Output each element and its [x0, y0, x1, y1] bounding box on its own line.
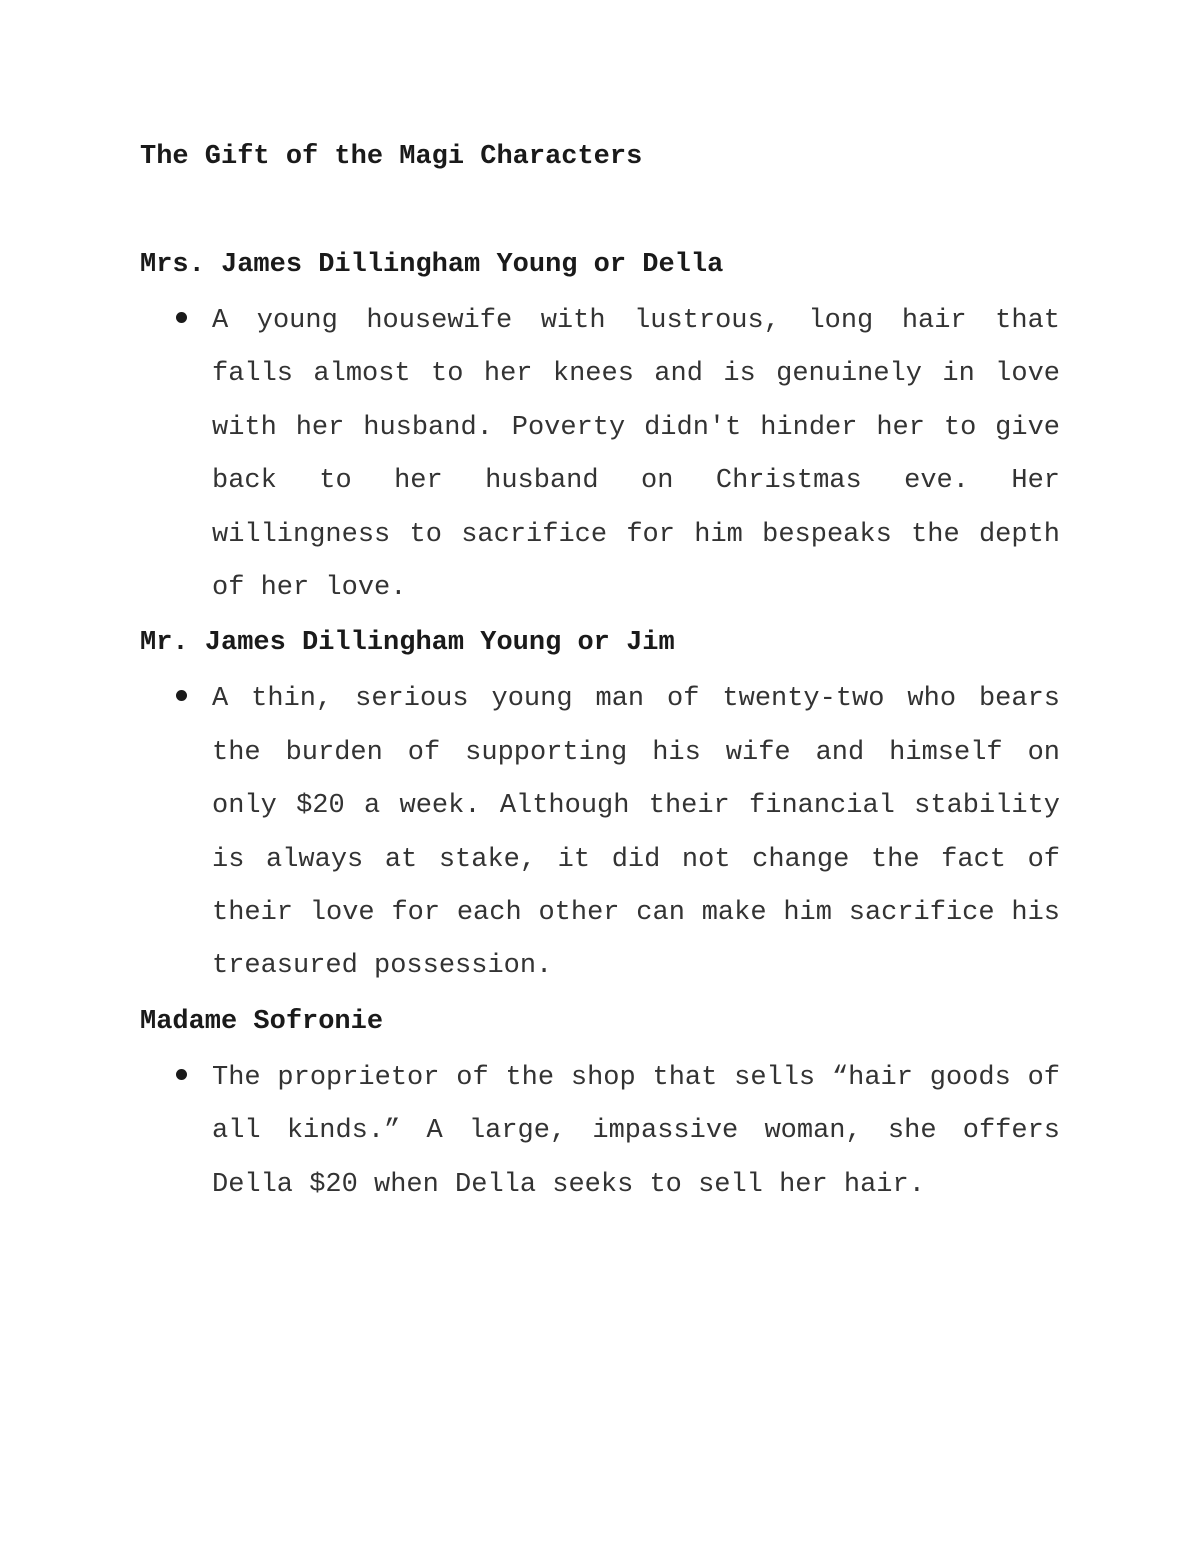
description-text: A thin, serious young man of twenty-two who bears the burden of supporting his wife and himself on only $20 a week. Although their financial stability is always at stake, it did not change the fact of their love for each other can make him sacrifice his treasured possession. — [212, 684, 1060, 982]
bullet-icon — [176, 1069, 187, 1080]
document-page — [140, 135, 1060, 1218]
character-section-della — [140, 243, 1060, 615]
character-description-sofronie — [140, 1052, 1060, 1212]
bullet-icon — [176, 690, 187, 701]
character-name-della: Mrs. James Dillingham Young or Della — [140, 250, 724, 280]
character-name-jim: Mr. James Dillingham Young or Jim — [140, 628, 675, 659]
character-description-jim — [140, 673, 1060, 993]
character-name-sofronie: Madame Sofronie — [140, 1006, 384, 1037]
character-description-della — [140, 295, 1060, 615]
character-section-jim — [140, 621, 1060, 993]
bullet-icon — [176, 312, 187, 323]
document-title: The Gift of the Magi Characters — [140, 142, 643, 172]
description-text: The proprietor of the shop that sells “hair goods of all kinds.” A large, impassive woman, she offers Della $20 when Della seeks to sell her hair. — [212, 1062, 1060, 1200]
character-section-sofronie — [140, 1000, 1060, 1212]
description-text: A young housewife with lustrous, long hair that falls almost to her knees and is genuinely in love with her husband. Poverty didn't hinder her to give back to her husband on Christmas eve. Her willingness to sacrifice for him bespeaks the depth of her love. — [212, 306, 1060, 604]
